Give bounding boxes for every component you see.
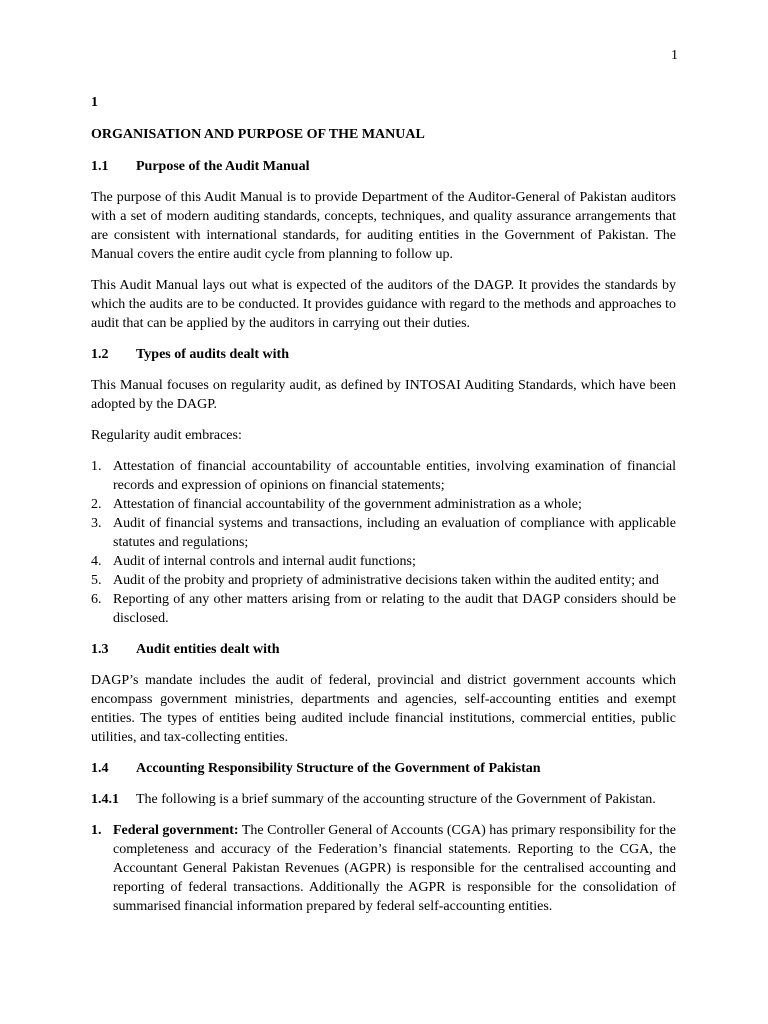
list-item — [91, 514, 676, 552]
list-item-text: Attestation of financial accountability of accountable entities, involving examination of financial records and expression of opinions on financial statements; — [113, 459, 676, 493]
item-number: 1. — [91, 823, 102, 838]
subsection-number: 1.4.1 — [91, 792, 119, 807]
chapter-title: ORGANISATION AND PURPOSE OF THE MANUAL — [91, 127, 425, 142]
item-text: The Controller General of Accounts (CGA) has primary responsibility for the completeness and accuracy of the Federation’s financial statements. Reporting to the CGA, the Accountant General Pakistan Revenues (AGPR) is responsible for the centralised accounting and reporting of federal transactions. Additionally the AGPR is responsible for the consolidation of summarised financial information prepared by federal self-accounting entities. — [113, 823, 676, 914]
list-item-text: Audit of financial systems and transactions, including an evaluation of compliance with applicable statutes and regulations; — [113, 516, 676, 550]
section-title: Types of audits dealt with — [136, 347, 289, 362]
list-item-number: 2. — [91, 497, 102, 512]
section-heading-1-4 — [91, 759, 676, 778]
section-title: Accounting Responsibility Structure of the Government of Pakistan — [136, 761, 541, 776]
list-item-text: Audit of the probity and propriety of administrative decisions taken within the audited entity; and — [113, 573, 659, 588]
regularity-audit-list — [91, 457, 676, 628]
section-number: 1.4 — [91, 761, 109, 776]
section-number: 1.3 — [91, 642, 109, 657]
list-item-number: 3. — [91, 516, 102, 531]
section-heading-1-1 — [91, 157, 676, 176]
list-item — [91, 457, 676, 495]
item-body — [113, 821, 676, 916]
list-item-text: Attestation of financial accountability of the government administration as a whole; — [113, 497, 582, 512]
subsection-text: The following is a brief summary of the accounting structure of the Government of Pakistan. — [136, 792, 656, 807]
list-item-number: 1. — [91, 459, 102, 474]
list-item-number: 4. — [91, 554, 102, 569]
section-heading-1-2 — [91, 345, 676, 364]
list-item — [91, 495, 676, 514]
item-label: Federal government: — [113, 823, 239, 838]
paragraph: Regularity audit embraces: — [91, 428, 242, 443]
document-body — [91, 93, 676, 916]
paragraph: The purpose of this Audit Manual is to provide Department of the Auditor-General of Pakistan auditors with a set of modern auditing standards, concepts, techniques, and quality assurance arrangements that are consistent with international standards, for auditing entities in the Government of Pakistan. The Manual covers the entire audit cycle from planning to follow up. — [91, 190, 676, 262]
paragraph: This Manual focuses on regularity audit, as defined by INTOSAI Auditing Standards, which have been adopted by the DAGP. — [91, 378, 676, 412]
paragraph: This Audit Manual lays out what is expected of the auditors of the DAGP. It provides the standards by which the audits are to be conducted. It provides guidance with regard to the methods and approaches to audit that can be applied by the auditors in carrying out their duties. — [91, 278, 676, 331]
section-title: Purpose of the Audit Manual — [136, 159, 310, 174]
list-item — [91, 590, 676, 628]
list-item — [91, 552, 676, 571]
page-number: 1 — [671, 48, 678, 63]
list-item-text: Reporting of any other matters arising from or relating to the audit that DAGP considers should be disclosed. — [113, 592, 676, 626]
paragraph: DAGP’s mandate includes the audit of federal, provincial and district government accounts which encompass government ministries, departments and agencies, self-accounting entities and exempt entities. The types of entities being audited include financial institutions, commercial entities, public utilities, and tax-collecting entities. — [91, 673, 676, 745]
list-item-text: Audit of internal controls and internal audit functions; — [113, 554, 416, 569]
list-item-number: 6. — [91, 592, 102, 607]
section-title: Audit entities dealt with — [136, 642, 280, 657]
list-item — [91, 571, 676, 590]
section-number: 1.2 — [91, 347, 109, 362]
section-number: 1.1 — [91, 159, 109, 174]
federal-government-item — [91, 821, 676, 916]
subsection-1-4-1 — [91, 790, 676, 809]
chapter-number: 1 — [91, 95, 98, 110]
list-item-number: 5. — [91, 573, 102, 588]
section-heading-1-3 — [91, 640, 676, 659]
